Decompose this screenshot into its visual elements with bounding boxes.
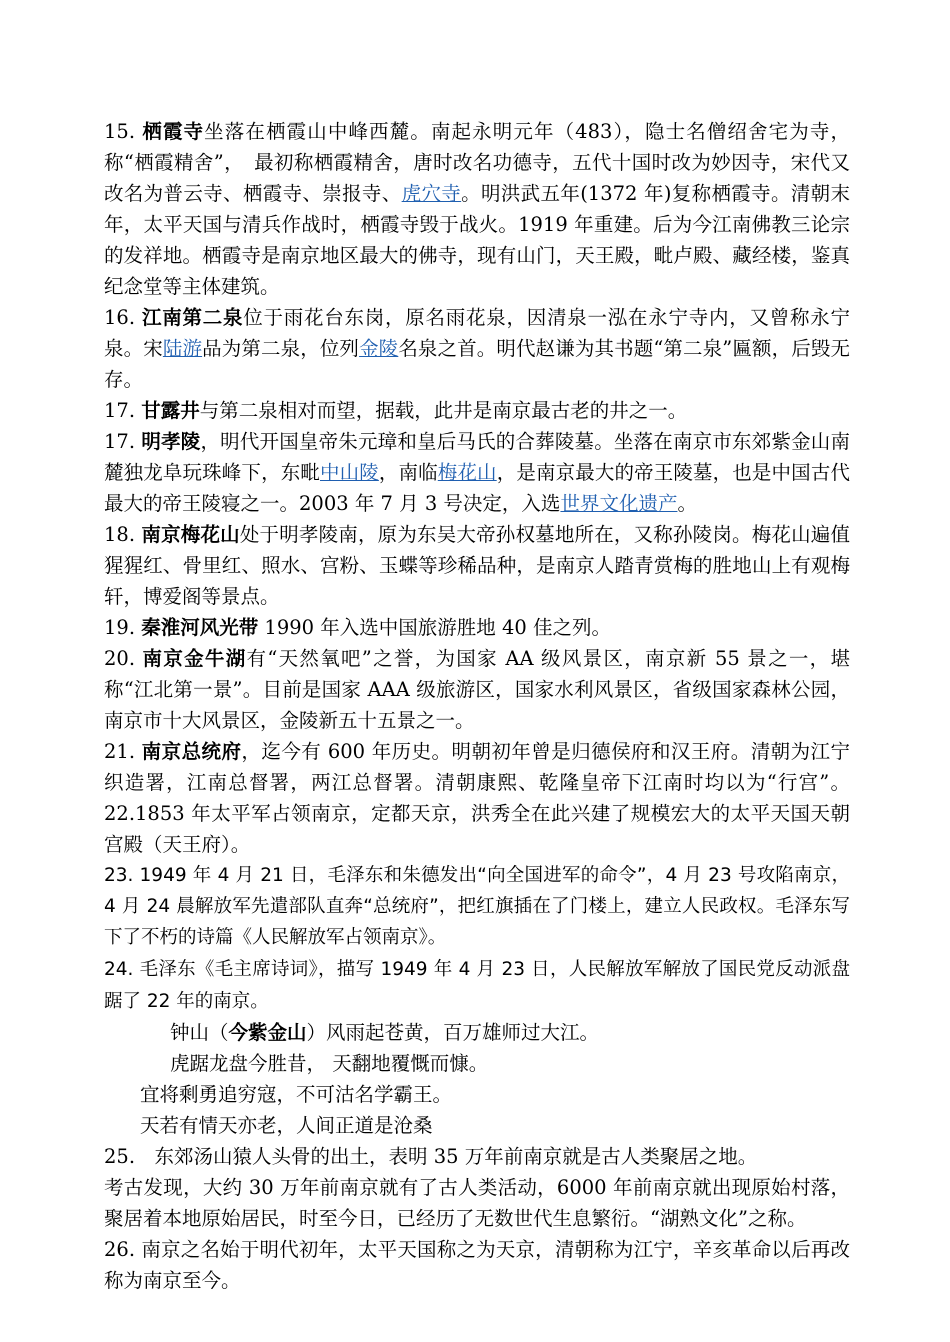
item-text: 。: [677, 492, 697, 515]
item-number: 18.: [104, 523, 142, 546]
item-number: 17.: [104, 399, 142, 422]
item-23: [104, 860, 850, 953]
item-number: 19.: [104, 616, 142, 639]
item-title: 南京梅花山: [141, 523, 240, 546]
item-text: 位于雨花台东岗，原名雨花泉，因清泉一泓在永宁寺内，又曾称永宁泉。宋: [104, 306, 850, 360]
item-text: 1990 年入选中国旅游胜地 40 佳之列。: [258, 616, 611, 639]
link-meihuashan[interactable]: 梅花山: [437, 461, 497, 484]
document-page: [104, 116, 850, 1296]
item-number: 20.: [104, 647, 143, 670]
link-world-heritage[interactable]: 世界文化遗产: [560, 492, 678, 515]
poem: [104, 1017, 850, 1141]
item-text: 26. 南京之名始于明代初年，太平天国称之为天京，清朝称为江宁，辛亥革命以后再改称为南京至今。: [104, 1238, 850, 1292]
item-text: 名泉之首。明代赵谦为其书题“第二泉”匾额，后毁无存。: [104, 337, 850, 391]
item-text: 品为第二泉，位列: [202, 337, 360, 360]
item-text: ，南临: [378, 461, 438, 484]
link-luyou[interactable]: 陆游: [162, 337, 203, 360]
item-title: 南京总统府: [141, 740, 242, 763]
item-number: 15.: [104, 120, 143, 143]
link-jinling[interactable]: 金陵: [359, 337, 399, 360]
link-zhongshanling[interactable]: 中山陵: [319, 461, 379, 484]
item-text: ，迄今有 600 年历史。明朝初年曾是归德侯府和汉王府。清朝为江宁织造署，江南总督署，两江总督署。清朝康熙、乾隆皇帝下江南时均以为“行宫”。22.1853 年太平军占领南京，定都天京，洪秀全在此兴建了规模宏大的太平天国天朝宫殿（天王府）。: [104, 740, 850, 856]
item-text: 25. 东郊汤山猿人头骨的出土，表明 35 万年前南京就是古人类聚居之地。: [104, 1145, 758, 1168]
poem-line-3: 宜将剩勇追穷寇，不可沽名学霸王。: [140, 1083, 453, 1106]
item-number: 16.: [104, 306, 142, 329]
poem-line-1: 钟山（今紫金山）风雨起苍黄，百万雄师过大江。: [170, 1021, 600, 1044]
item-text: 考古发现，大约 30 万年前南京就有了古人类活动，6000 年前南京就出现原始村落，聚居着本地原始居民，时至今日，已经历了无数世代生息繁衍。“湖熟文化”之称。: [104, 1176, 850, 1230]
item-text: 有“天然氧吧”之誉，为国家 AA 级风景区，南京新 55 景之一，堪称“江北第一景”。目前是国家 AAA 级旅游区，国家水利风景区，省级国家森林公园，南京市十大风景区，金陵新五十五景之一。: [104, 647, 850, 732]
item-title: 甘露井: [141, 399, 200, 422]
item-text: ，明代开国皇帝朱元璋和皇后马氏的合葬陵墓。坐落在南京市东郊紫金山南麓独龙阜玩珠峰下，东毗: [104, 430, 850, 484]
item-21: [104, 736, 850, 860]
link-huxuesi[interactable]: 虎穴寺: [401, 182, 462, 205]
item-text: 坐落在栖霞山中峰西麓。南起永明元年（483），隐士名僧绍舍宅为寺，称“栖霞精舍”， 最初称栖霞精舍，唐时改名功德寺，五代十国时改为妙因寺，宋代又改名为普云寺、栖霞寺、崇报寺、: [104, 120, 850, 205]
item-text: 。明洪武五年(1372 年)复称栖霞寺。清朝末年，太平天国与清兵作战时，栖霞寺毁于战火。1919 年重建。后为今江南佛教三论宗的发祥地。栖霞寺是南京地区最大的佛寺，现有山门，天王殿，毗卢殿、藏经楼，鉴真纪念堂等主体建筑。: [104, 182, 850, 298]
item-number: 17.: [104, 430, 142, 453]
item-title: 江南第二泉: [141, 306, 244, 329]
item-text: 处于明孝陵南，原为东吴大帝孙权墓地所在，又称孙陵岗。梅花山遍值猩猩红、骨里红、照水、宫粉、玉蝶等珍稀品种，是南京人踏青赏梅的胜地山上有观梅轩，博爱阁等景点。: [104, 523, 850, 608]
poem-bold-note: 今紫金山: [228, 1021, 307, 1044]
item-title: 明孝陵: [141, 430, 201, 453]
item-26: [104, 1234, 850, 1296]
item-18: [104, 519, 850, 612]
item-text: ，是南京最大的帝王陵墓，也是中国古代最大的帝王陵寝之一。2003 年 7 月 3 号决定，入选: [104, 461, 850, 515]
item-17-mingxiaoling: [104, 426, 850, 519]
item-17-ganlujing: [104, 395, 850, 426]
item-title: 秦淮河风光带: [141, 616, 259, 639]
poem-line-2: 虎踞龙盘今胜昔， 天翻地覆慨而慷。: [170, 1052, 489, 1075]
item-number: 21.: [104, 740, 142, 763]
item-text: 与第二泉相对而望，据载，此井是南京最古老的井之一。: [199, 399, 688, 422]
item-16: [104, 302, 850, 395]
poem-line-4: 天若有情天亦老，人间正道是沧桑: [140, 1114, 433, 1137]
item-25: [104, 1141, 850, 1234]
item-text: 24. 毛泽东《毛主席诗词》，描写 1949 年 4 月 23 日，人民解放军解放了国民党反动派盘踞了 22 年的南京。: [104, 959, 850, 1012]
item-20: [104, 643, 850, 736]
item-15: [104, 116, 850, 302]
item-title: 南京金牛湖: [142, 647, 247, 670]
item-text: 23. 1949 年 4 月 21 日，毛泽东和朱德发出“向全国进军的命令”，4 月 23 号攻陷南京，4 月 24 晨解放军先遣部队直奔“总统府”，把红旗插在了门楼上，建立人民政权。毛泽东写下了不朽的诗篇《人民解放军占领南京》。: [104, 865, 850, 948]
item-24: [104, 953, 850, 1017]
item-title: 栖霞寺: [142, 120, 205, 143]
item-19: [104, 612, 850, 643]
